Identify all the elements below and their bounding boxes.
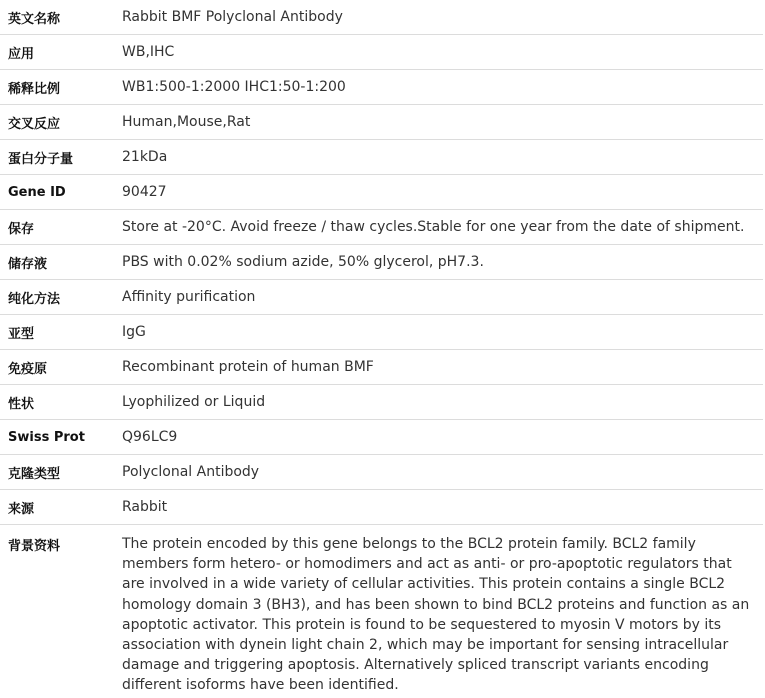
- spec-label: 储存液: [0, 245, 122, 280]
- spec-value: Polyclonal Antibody: [122, 455, 763, 490]
- spec-row-english-name: [0, 0, 763, 35]
- spec-value: Rabbit: [122, 490, 763, 525]
- spec-label: 蛋白分子量: [0, 140, 122, 175]
- spec-value: Lyophilized or Liquid: [122, 385, 763, 420]
- spec-row-purification: [0, 280, 763, 315]
- spec-row-form: [0, 385, 763, 420]
- spec-row-isotype: [0, 315, 763, 350]
- spec-label: Gene ID: [0, 175, 122, 210]
- spec-label: 克隆类型: [0, 455, 122, 490]
- spec-row-storage: [0, 210, 763, 245]
- spec-value: WB1:500-1:2000 IHC1:50-1:200: [122, 70, 763, 105]
- spec-row-swiss-prot: [0, 420, 763, 455]
- spec-value: Rabbit BMF Polyclonal Antibody: [122, 0, 763, 35]
- spec-value: PBS with 0.02% sodium azide, 50% glycerol, pH7.3.: [122, 245, 763, 280]
- spec-value: 21kDa: [122, 140, 763, 175]
- spec-row-molecular-weight: [0, 140, 763, 175]
- spec-label: 亚型: [0, 315, 122, 350]
- spec-row-gene-id: [0, 175, 763, 210]
- spec-value: The protein encoded by this gene belongs to the BCL2 protein family. BCL2 family members form hetero- or homodimers and act as anti- or pro-apoptotic regulators that are involved in a wide variety of cellular activities. This protein contains a single BCL2 homology domain 3 (BH3), and has been shown to bind BCL2 proteins and function as an apoptotic activator. This protein is found to be sequestered to myosin V motors by its association with dynein light chain 2, which may be important for sensing intracellular damage and triggering apoptosis. Alternatively spliced transcript variants encoding different isoforms have been identified.: [122, 536, 750, 694]
- spec-label: 背景资料: [8, 539, 61, 554]
- spec-label: 稀释比例: [0, 70, 122, 105]
- spec-value: Human,Mouse,Rat: [122, 105, 763, 140]
- spec-label: 免疫原: [0, 350, 122, 385]
- spec-label: 应用: [0, 35, 122, 70]
- spec-row-application: [0, 35, 763, 70]
- spec-label: 交叉反应: [0, 105, 122, 140]
- spec-value: Store at -20°C. Avoid freeze / thaw cycles.Stable for one year from the date of shipment.: [122, 210, 763, 245]
- spec-value: WB,IHC: [122, 35, 763, 70]
- spec-value: Recombinant protein of human BMF: [122, 350, 763, 385]
- spec-label: 性状: [0, 385, 122, 420]
- spec-row-dilution: [0, 70, 763, 105]
- spec-label: 保存: [0, 210, 122, 245]
- spec-row-clonality: [0, 455, 763, 490]
- spec-label: Swiss Prot: [0, 420, 122, 455]
- spec-value: 90427: [122, 175, 763, 210]
- spec-value: Q96LC9: [122, 420, 763, 455]
- spec-value: IgG: [122, 315, 763, 350]
- spec-label: 来源: [0, 490, 122, 525]
- spec-row-host: [0, 490, 763, 525]
- spec-label: 纯化方法: [0, 280, 122, 315]
- spec-value: Affinity purification: [122, 280, 763, 315]
- spec-row-immunogen: [0, 350, 763, 385]
- spec-row-buffer: [0, 245, 763, 280]
- spec-row-background: [0, 525, 763, 698]
- spec-row-reactivity: [0, 105, 763, 140]
- spec-label: 英文名称: [0, 0, 122, 35]
